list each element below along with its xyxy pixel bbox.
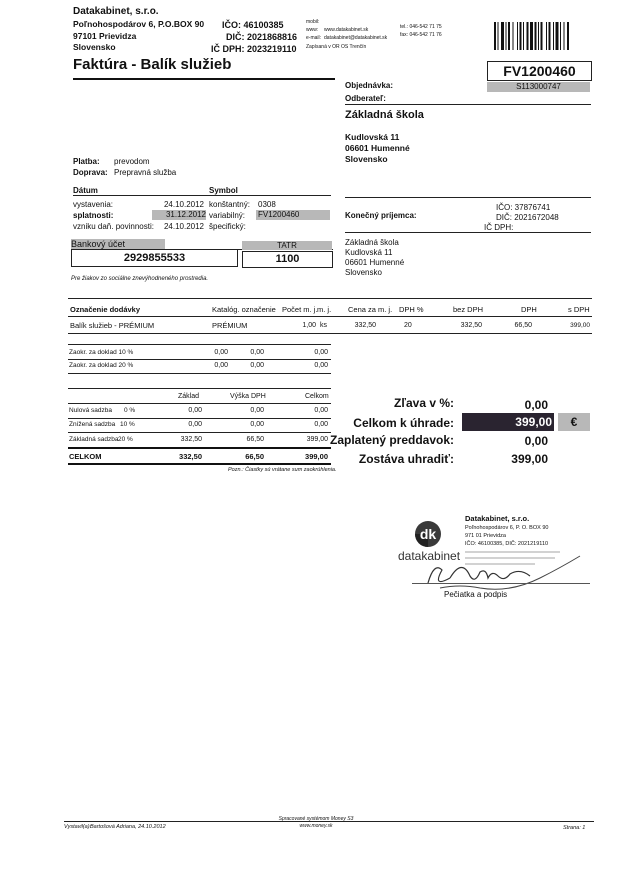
supplier-country: Slovensko	[73, 42, 116, 52]
footer-system: Spracované systémom Money S3	[278, 816, 354, 822]
vat-header-vyska: Výška DPH	[230, 393, 266, 400]
constant-symbol: 0308	[258, 200, 276, 209]
due-date: 31.12.2012	[152, 210, 206, 220]
bank-account-label: Bankový účet	[71, 239, 165, 249]
items-header-name: Označenie dodávky	[70, 305, 141, 314]
rounding-a: 0,00	[214, 362, 228, 369]
supplier-www: www.datakabinet.sk	[324, 27, 369, 33]
rounding-b: 0,00	[250, 349, 264, 356]
vat-row-label: Základná sadzba	[69, 436, 119, 443]
items-header-qty: Počet m. j.	[282, 305, 318, 314]
payment-method: prevodom	[114, 157, 150, 166]
vat-row-vyska: 0,00	[250, 421, 264, 428]
order-number: S113000747	[487, 82, 590, 92]
rounding-label: Zaokr. za doklad 10 %	[69, 349, 134, 356]
supplier-register: Zapísaná v OR OS Trenčín	[306, 44, 367, 50]
constant-symbol-label: konštantný:	[209, 200, 250, 209]
dates-header: Dátum	[73, 186, 98, 195]
prepayment-label: Zaplatený preddavok:	[330, 433, 455, 447]
due-date-label: splatnosti:	[73, 211, 114, 220]
stamp-label: Pečiatka a podpis	[444, 590, 508, 599]
vat-row-celkom: 399,00	[306, 436, 328, 443]
delivery-method: Prepravná služba	[114, 168, 177, 177]
buyer-street: Kudlovská 11	[345, 132, 400, 142]
stamp-line2: 971 01 Prievidza	[465, 533, 506, 539]
vat-row-pct: 20 %	[118, 436, 133, 443]
stamp-line1: Poľnohospodárov 6, P. O. BOX 90	[465, 525, 549, 531]
buyer-country: Slovensko	[345, 154, 388, 164]
supplier-ico: IČO: 46100385	[222, 20, 284, 30]
item-qty: 1,00	[302, 322, 316, 329]
item-price: 332,50	[354, 322, 376, 329]
vat-row-zaklad: 0,00	[188, 407, 202, 414]
item-s-dph: 399,00	[570, 322, 590, 329]
items-header-s-dph: s DPH	[568, 305, 590, 314]
issue-date-label: vystavenia:	[73, 200, 114, 209]
bank-label: TATR	[242, 241, 332, 250]
vat-total-vyska: 66,50	[245, 452, 264, 461]
tax-date-label: vzniku daň. povinnosti:	[73, 222, 154, 231]
recipient-label: Konečný príjemca:	[345, 211, 417, 220]
recipient-dic: DIČ: 2021672048	[496, 213, 559, 222]
remaining-label: Zostáva uhradiť:	[358, 452, 454, 466]
recipient-icdph: IČ DPH:	[484, 223, 514, 232]
vat-note: Pozn.: Čiastky sú vrátane sum zaokrúhlenia.	[228, 467, 337, 473]
item-name: Balík služieb - PRÉMIUM	[70, 321, 155, 330]
recipient-name: Základná škola	[345, 238, 399, 247]
footer-system-url: www.money.sk	[299, 823, 333, 829]
vat-row-celkom: 0,00	[314, 421, 328, 428]
bank-account: 2929855533	[71, 249, 238, 267]
rounding-a: 0,00	[214, 349, 228, 356]
vat-total-celkom: 399,00	[305, 452, 328, 461]
vat-header-zaklad: Základ	[178, 393, 200, 400]
variable-symbol: FV1200460	[256, 210, 330, 220]
discount-value: 0,00	[524, 398, 548, 412]
vat-row-zaklad: 0,00	[188, 421, 202, 428]
item-bez-dph: 332,50	[460, 322, 482, 329]
items-header-price: Cena za m. j.	[348, 305, 393, 314]
item-unit: ks	[320, 322, 327, 329]
bank-code: 1100	[242, 251, 333, 268]
items-header-unit: m. j.	[317, 305, 332, 314]
remaining-value: 399,00	[511, 452, 548, 466]
vat-row-vyska: 0,00	[250, 407, 264, 414]
item-catalog: PRÉMIUM	[212, 321, 248, 330]
bank-note: Pre žiakov zo sociálne znevýhodneného prostredia.	[71, 276, 209, 282]
vat-total-label: CELKOM	[69, 452, 102, 461]
vat-row-label: Nulová sadzba	[69, 407, 112, 414]
recipient-city: 06601 Humenné	[345, 258, 405, 267]
footer-issued: Bartošová Adriana, 24.10.2012	[90, 824, 166, 830]
items-header-vat-pct: DPH %	[399, 305, 424, 314]
stamp-company-name: Datakabinet, s.r.o.	[465, 514, 530, 523]
vat-row-celkom: 0,00	[314, 407, 328, 414]
rounding-b: 0,00	[250, 362, 264, 369]
rounding-c: 0,00	[314, 349, 328, 356]
items-header-bez-dph: bez DPH	[453, 305, 484, 314]
vat-row-pct: 10 %	[120, 421, 135, 428]
symbols-header: Symbol	[209, 186, 238, 195]
total-due-label: Celkom k úhrade:	[353, 416, 454, 430]
footer-page: Strana: 1	[563, 825, 586, 831]
recipient-street: Kudlovská 11	[345, 248, 393, 257]
logo-wordmark: datakabinet	[398, 549, 460, 563]
total-due-value: 399,00	[462, 413, 554, 431]
supplier-mobil-label: mobil:	[306, 19, 320, 25]
vat-header-celkom: Celkom	[305, 393, 329, 400]
vat-row-vyska: 66,50	[246, 436, 264, 443]
payment-method-label: Platba:	[73, 157, 100, 166]
vat-total-zaklad: 332,50	[179, 452, 202, 461]
discount-label: Zľava v %:	[394, 396, 454, 410]
supplier-name: Datakabinet, s.r.o.	[73, 6, 159, 17]
recipient-country: Slovensko	[345, 268, 382, 277]
barcode-image	[494, 22, 592, 50]
vat-row-zaklad: 332,50	[180, 436, 202, 443]
supplier-icdph: IČ DPH: 2023219110	[211, 44, 297, 54]
rounding-c: 0,00	[314, 362, 328, 369]
stamp-line3: IČO: 46100385, DIČ: 2021219110	[465, 541, 549, 547]
issue-date: 24.10.2012	[163, 200, 204, 209]
logo-letters: dk	[419, 526, 437, 542]
currency-symbol: €	[558, 413, 590, 431]
items-header-catalog: Katalóg. označenie	[212, 305, 276, 314]
variable-symbol-label: variabilný:	[209, 211, 246, 220]
supplier-city: 97101 Prievidza	[73, 31, 137, 41]
footer-issued-label: Vystavil(a):	[64, 824, 92, 830]
supplier-tel: tel.: 046-542 71 75	[400, 24, 442, 30]
tax-date: 24.10.2012	[163, 222, 204, 231]
invoice-number: FV1200460	[487, 61, 592, 81]
vat-row-pct: 0 %	[124, 407, 136, 414]
item-dph: 66,50	[514, 322, 532, 329]
order-label: Objednávka:	[345, 81, 394, 90]
specific-symbol-label: špecifický:	[209, 222, 246, 231]
invoice-title: Faktúra - Balík služieb	[73, 56, 232, 73]
supplier-email-label: e-mail:	[306, 35, 322, 41]
rounding-label: Zaokr. za doklad 20 %	[69, 362, 134, 369]
buyer-label: Odberateľ:	[345, 94, 386, 103]
delivery-label: Doprava:	[73, 168, 108, 177]
supplier-fax: fax: 046-542 71 76	[400, 32, 442, 38]
prepayment-value: 0,00	[524, 434, 548, 448]
supplier-www-label: www:	[306, 27, 319, 33]
recipient-ico: IČO: 37876741	[496, 203, 551, 212]
buyer-city: 06601 Humenné	[345, 143, 410, 153]
buyer-name: Základná škola	[345, 109, 424, 121]
item-vat-pct: 20	[404, 322, 412, 329]
vat-row-label: Znížená sadzba	[69, 421, 116, 428]
items-header-dph: DPH	[521, 305, 537, 314]
supplier-dic: DIČ: 2021868816	[226, 32, 298, 42]
supplier-street: Poľnohospodárov 6, P.O.BOX 90	[73, 19, 205, 29]
supplier-email: datakabinet@datakabinet.sk	[324, 35, 388, 41]
